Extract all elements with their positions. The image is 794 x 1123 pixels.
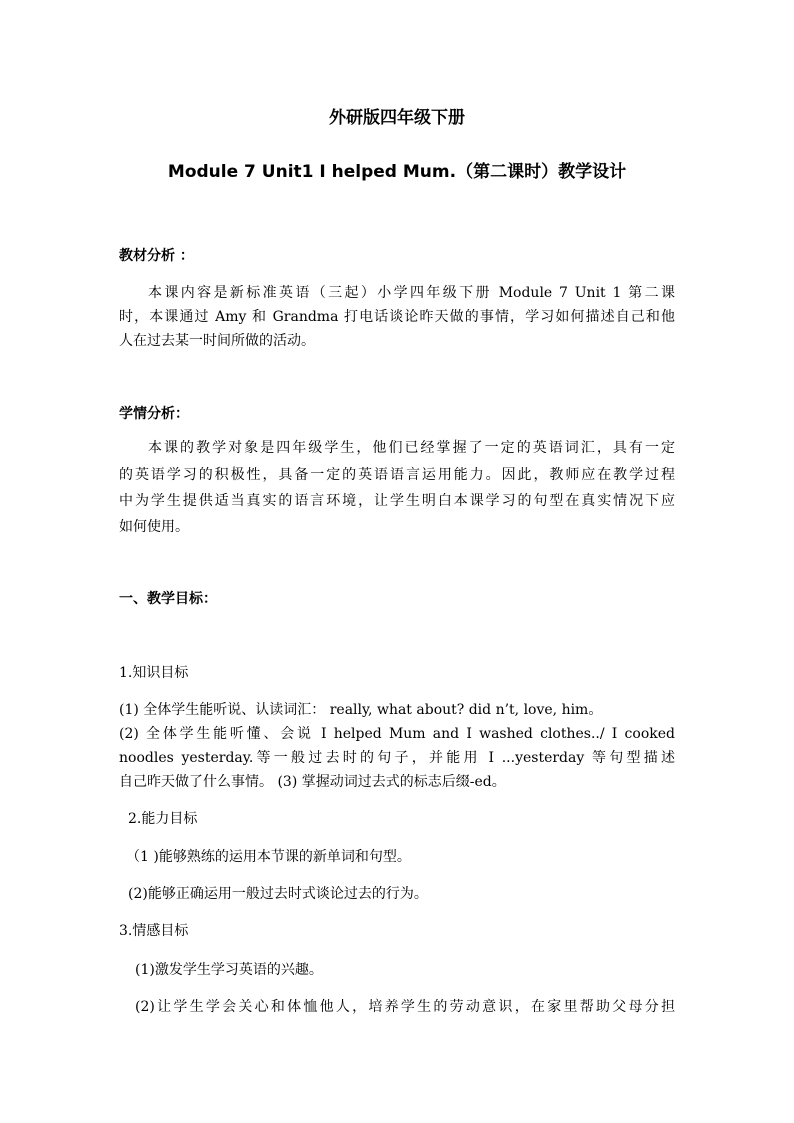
emotion-goal-line-1: (1)激发学生学习英语的兴趣。 [135, 962, 323, 978]
students-paragraph-line-1: 本课的教学对象是四年级学生，他们已经掌握了一定的英语词汇，具有一定 [148, 440, 675, 456]
knowledge-goal-line-3: noodles yesterday.等一般过去时的句子，并能用 I ...yesterday 等句型描述 [119, 750, 675, 766]
knowledge-goal-line-2: (2) 全体学生能听懂、会说 I helped Mum and I washed clothes../ I cooked [119, 726, 675, 742]
emotion-goal-line-2: (2)让学生学会关心和体恤他人，培养学生的劳动意识，在家里帮助父母分担 [135, 999, 675, 1015]
ability-goal-line-1: （1 )能够熟练的运用本节课的新单词和句型。 [126, 849, 411, 865]
document-subtitle: Module 7 Unit1 I helped Mum.（第二课时）教学设计 [167, 162, 627, 182]
students-paragraph-line-4: 如何使用。 [119, 519, 189, 535]
students-paragraph-line-2: 的英语学习的积极性，具备一定的英语语言运用能力。因此，教师应在教学过程 [119, 467, 675, 483]
emotion-goal-heading: 3.情感目标 [119, 923, 189, 939]
document-title: 外研版四年级下册 [329, 108, 465, 128]
material-paragraph-line-2: 时，本课通过 Amy 和 Grandma 打电话谈论昨天做的事情，学习如何描述自己和他 [119, 309, 675, 325]
section-heading-material: 教材分析 ： [119, 248, 194, 264]
knowledge-goal-line-4: 自己昨天做了什么事情。 (3) 掌握动词过去式的标志后缀-ed。 [119, 774, 506, 790]
knowledge-goal-heading: 1.知识目标 [119, 665, 189, 681]
students-paragraph-line-3: 中为学生提供适当真实的语言环境，让学生明白本课学习的句型在真实情况下应 [119, 493, 675, 509]
knowledge-goal-line-1: (1) 全体学生能听说、认读词汇： really, what about? did n’t, love, him。 [119, 702, 603, 718]
material-paragraph-line-1: 本课内容是新标准英语（三起）小学四年级下册 Module 7 Unit 1 第二课 [148, 285, 675, 301]
ability-goal-heading: 2.能力目标 [128, 811, 198, 827]
section-heading-students: 学情分析： [119, 406, 189, 422]
section-heading-goals: 一、教学目标： [119, 591, 217, 607]
material-paragraph-line-3: 人在过去某一时间所做的活动。 [119, 333, 315, 349]
ability-goal-line-2: (2)能够正确运用一般过去时式谈论过去的行为。 [128, 886, 428, 902]
